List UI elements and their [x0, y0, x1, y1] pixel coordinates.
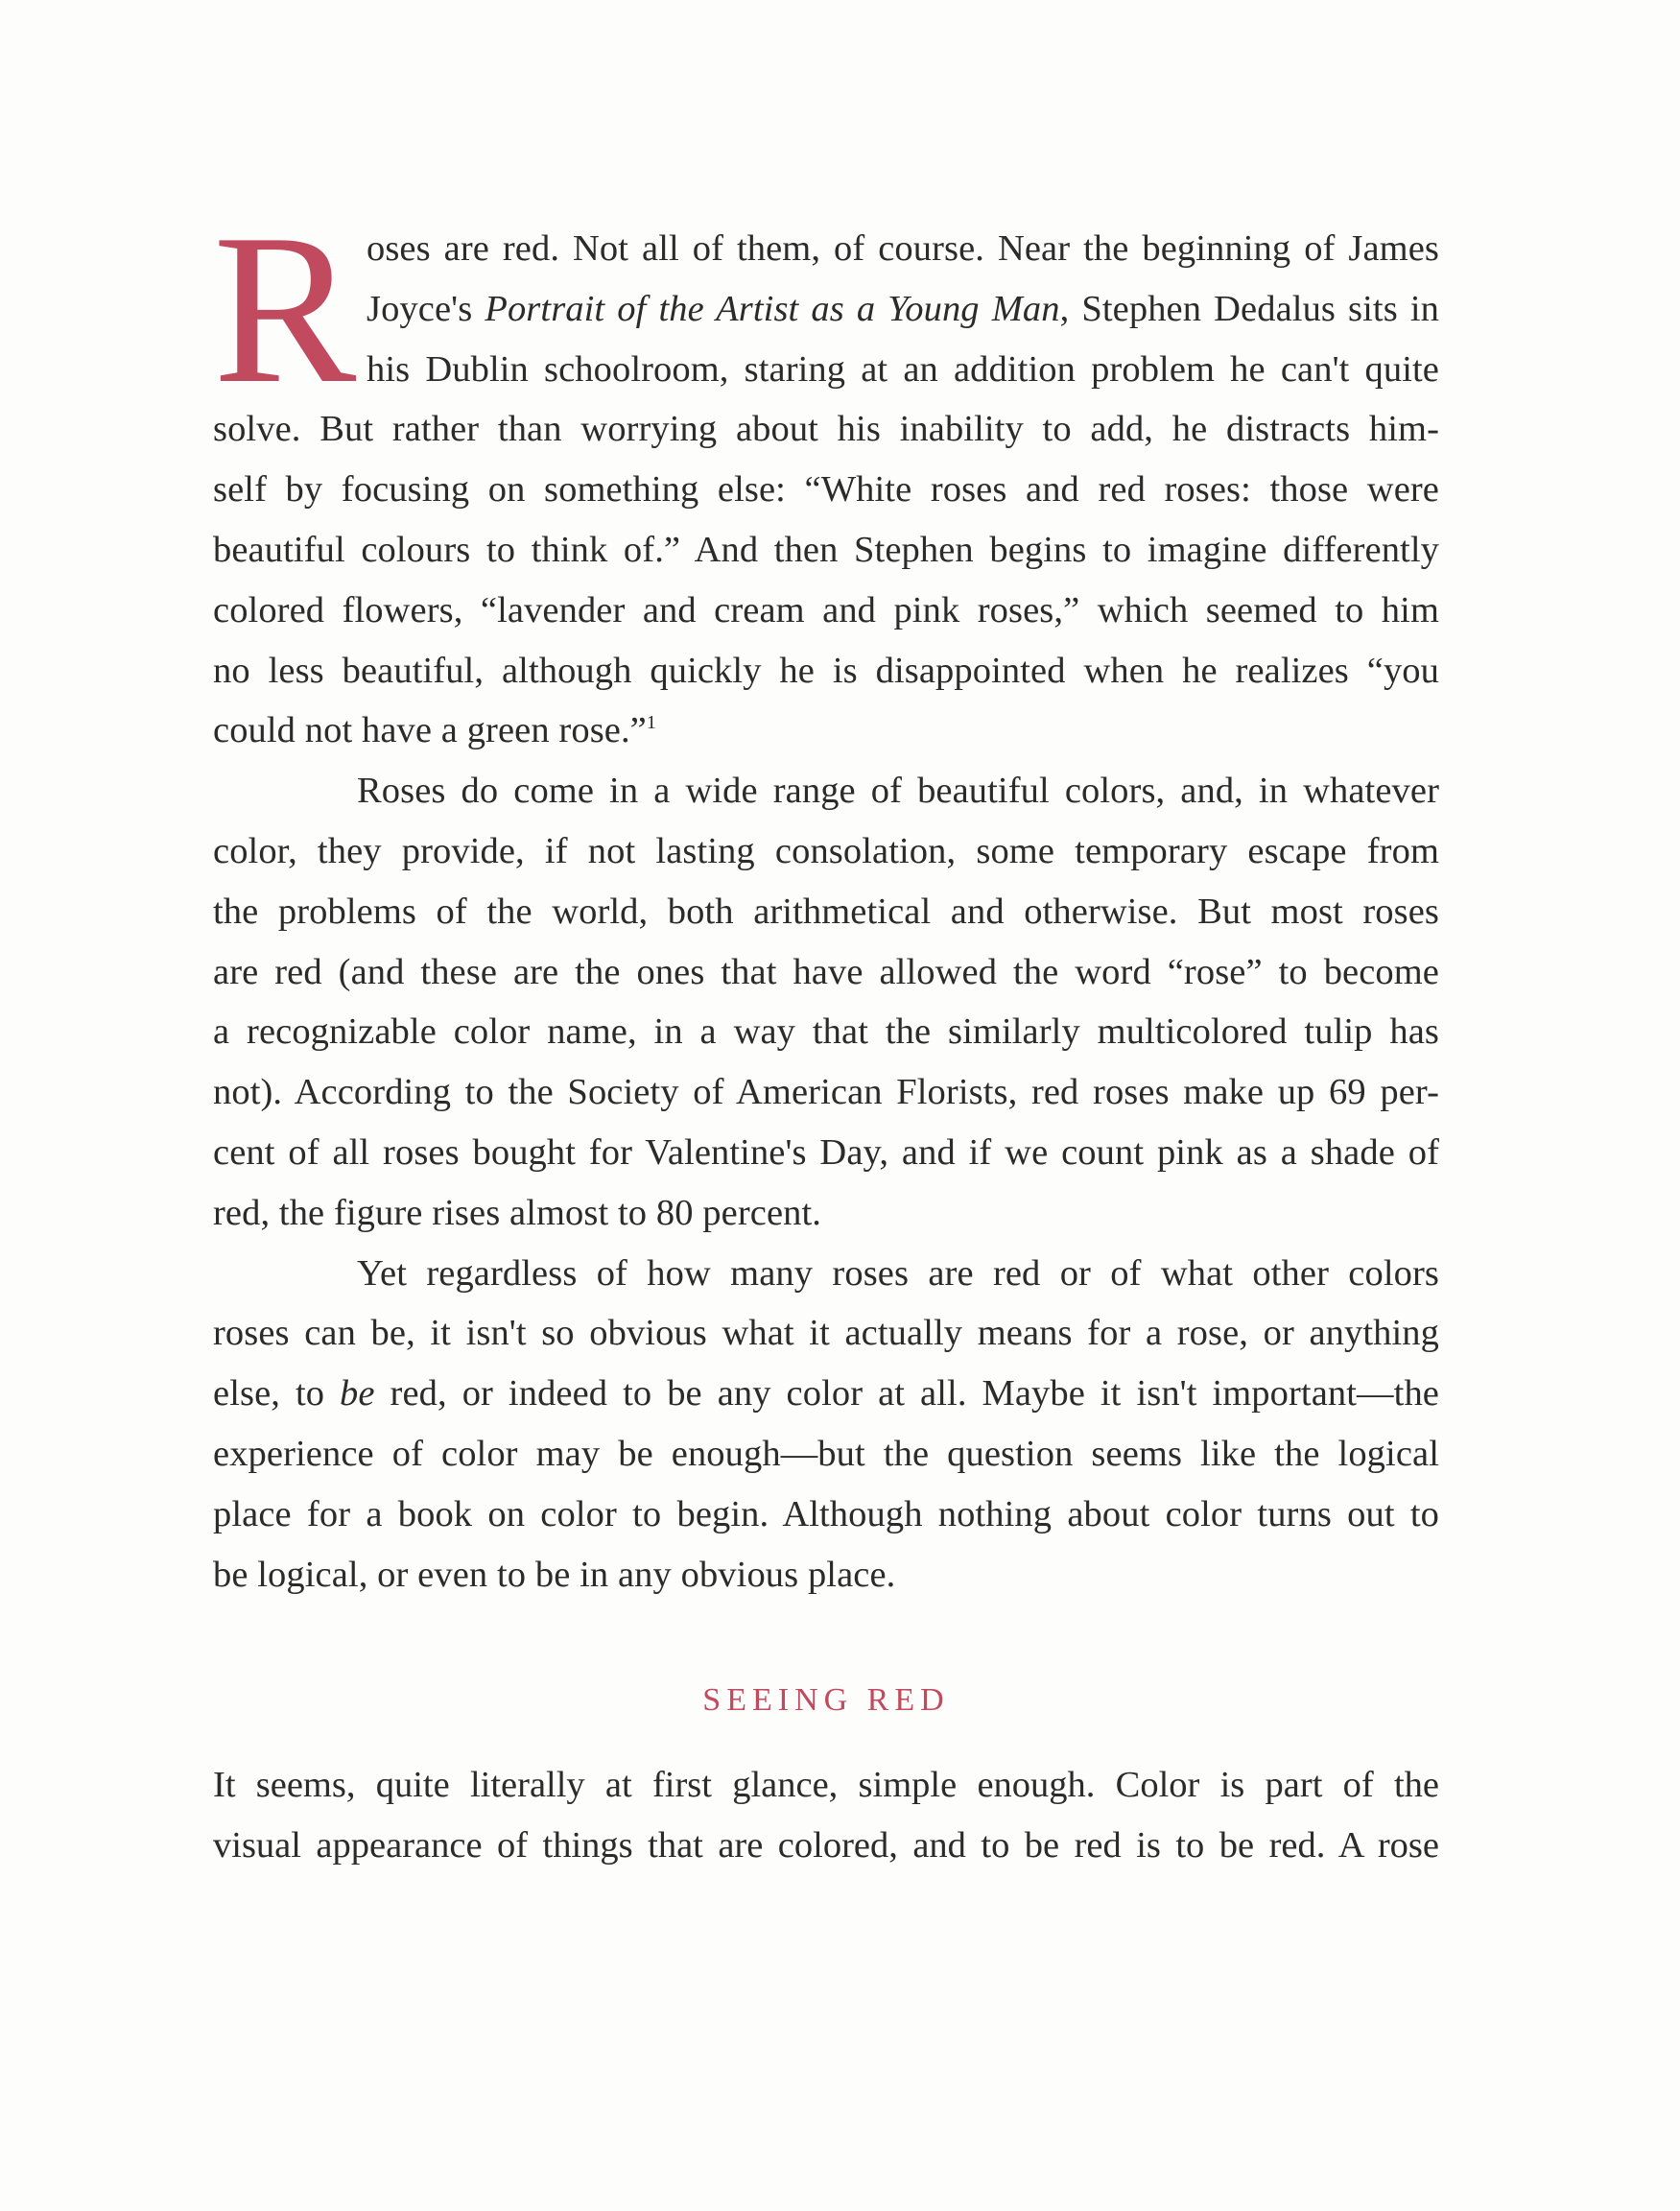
text-line: self by focusing on something else: “White roses and red roses: those were: [213, 469, 1439, 511]
text-line: [213, 701, 1439, 761]
text-span: else, to: [213, 1373, 341, 1415]
text-line: solve. But rather than worrying about his inability to add, he distracts him-: [213, 409, 1439, 450]
text-line: place for a book on color to begin. Although nothing about color turns out to: [213, 1493, 1439, 1534]
drop-cap: R: [213, 190, 357, 428]
section-heading: SEEING RED: [702, 1682, 950, 1718]
text-line: visual appearance of things that are colored, and to be red is to be red. A rose: [213, 1824, 1439, 1866]
footnote-marker: 1: [646, 712, 656, 734]
body-text: [213, 190, 1440, 1605]
text-line: red, the figure rises almost to 80 percent.: [213, 1192, 822, 1233]
text-line: a recognizable color name, in a way that the similarly multicolored tulip has: [213, 1011, 1439, 1053]
body-text-continued: [213, 1755, 1439, 1876]
text-line: Roses do come in a wide range of beautiful colors, and, in whatever: [357, 771, 1439, 812]
text-line: Yet regardless of how many roses are red or of what other colors: [357, 1252, 1439, 1294]
text-span: could not have a green rose.”: [213, 710, 647, 751]
text-line: are red (and these are the ones that have allowed the word “rose” to become: [213, 951, 1439, 992]
text-line: cent of all roses bought for Valentine's Day, and if we count pink as a shade of: [213, 1131, 1439, 1173]
text-line: experience of color may be enough—but the question seems like the logical: [213, 1433, 1439, 1474]
text-line: roses can be, it isn't so obvious what it actually means for a rose, or anything: [213, 1313, 1439, 1354]
text-line: beautiful colours to think of.” And then Stephen begins to imagine differently: [213, 529, 1439, 570]
text-span: red, or indeed to be any color at all. Maybe it isn't important—the: [374, 1373, 1439, 1415]
emphasis: be: [340, 1373, 375, 1415]
book-title: Portrait of the Artist as a Young Man: [485, 288, 1060, 329]
text-line: the problems of the world, both arithmetical and otherwise. But most roses: [213, 891, 1439, 932]
text-line: no less beautiful, although quickly he is disappointed when he realizes “you: [213, 650, 1439, 691]
text-line: [213, 1364, 1439, 1424]
text-line: colored flowers, “lavender and cream and pink roses,” which seemed to him: [213, 589, 1439, 630]
text-line: be logical, or even to be in any obvious place.: [213, 1554, 896, 1595]
text-line: not). According to the Society of American Florists, red roses make up 69 per-: [213, 1072, 1439, 1113]
text-line: color, they provide, if not lasting consolation, some temporary escape from: [213, 830, 1439, 871]
text-line: his Dublin schoolroom, staring at an addition problem he can't quite: [367, 348, 1439, 390]
text-line: oses are red. Not all of them, of course. Near the beginning of James: [367, 228, 1439, 269]
text-line: It seems, quite literally at first glance, simple enough. Color is part of the: [213, 1765, 1439, 1805]
text-span: , Stephen Dedalus sits in: [1059, 288, 1440, 329]
text-span: Joyce's: [367, 288, 485, 329]
text-line: [213, 279, 1439, 340]
